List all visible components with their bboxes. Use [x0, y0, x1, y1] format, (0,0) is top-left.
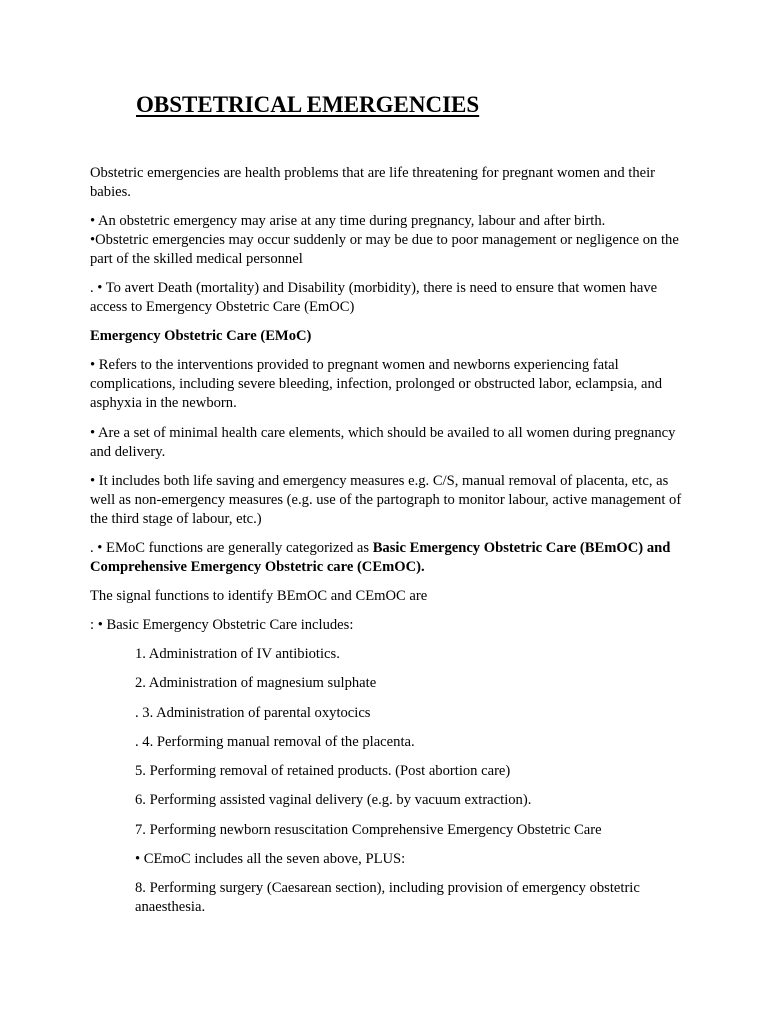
emoc-bullet-2: • Are a set of minimal health care elements, which should be availed to all women during pregnancy and delivery. [90, 425, 676, 460]
emoc-bullet-3: • It includes both life saving and emergency measures e.g. C/S, manual removal of placenta, etc, as well as non-emergency measures (e.g. use of the partograph to monitor labour, active management of the third stage of labour, etc.) [90, 473, 682, 527]
list-item: 2. Administration of magnesium sulphate [135, 675, 377, 691]
list-item: 6. Performing assisted vaginal delivery (e.g. by vacuum extraction). [135, 792, 532, 808]
emoc-bullet-4 [90, 539, 682, 577]
list-item: . 4. Performing manual removal of the placenta. [135, 734, 415, 750]
list-item: • CEmoC includes all the seven above, PLUS: [135, 851, 406, 867]
intro-paragraph: Obstetric emergencies are health problems that are life threatening for pregnant women and their babies. [90, 165, 656, 200]
list-item: 8. Performing surgery (Caesarean section), including provision of emergency obstetric anaesthesia. [135, 880, 640, 915]
signal-paragraph: The signal functions to identify BEmOC and CEmOC are [90, 588, 428, 604]
emoc-bullet-4-text: . • EMoC functions are generally categorized as [90, 540, 373, 556]
page-title: OBSTETRICAL EMERGENCIES [136, 92, 480, 117]
emoc-bullet-4-bold: Basic Emergency Obstetric Care (BEmOC) and Comprehensive Emergency Obstetric care (CEmOC). [90, 540, 671, 575]
section-heading: Emergency Obstetric Care (EMoC) [90, 328, 312, 344]
list-item: . 3. Administration of parental oxytocics [135, 705, 371, 721]
emoc-bullet-1: • Refers to the interventions provided to pregnant women and newborns experiencing fatal complications, including severe bleeding, infection, prolonged or obstructed labor, eclampsia, and asphyxia in the newborn. [90, 357, 663, 411]
basic-paragraph: : • Basic Emergency Obstetric Care includes: [90, 617, 354, 633]
bullet-paragraph-3: . • To avert Death (mortality) and Disability (morbidity), there is need to ensure that women have access to Emergency Obstetric Care (EmOC) [90, 280, 658, 315]
list-item: 7. Performing newborn resuscitation Comprehensive Emergency Obstetric Care [135, 822, 602, 838]
bullet-paragraph-2: •Obstetric emergencies may occur suddenly or may be due to poor management or negligence on the part of the skilled medical personnel [90, 232, 679, 267]
list-item: 5. Performing removal of retained products. (Post abortion care) [135, 763, 511, 779]
bullet-paragraph-1: • An obstetric emergency may arise at any time during pregnancy, labour and after birth. [90, 213, 606, 229]
list-item: 1. Administration of IV antibiotics. [135, 646, 340, 662]
